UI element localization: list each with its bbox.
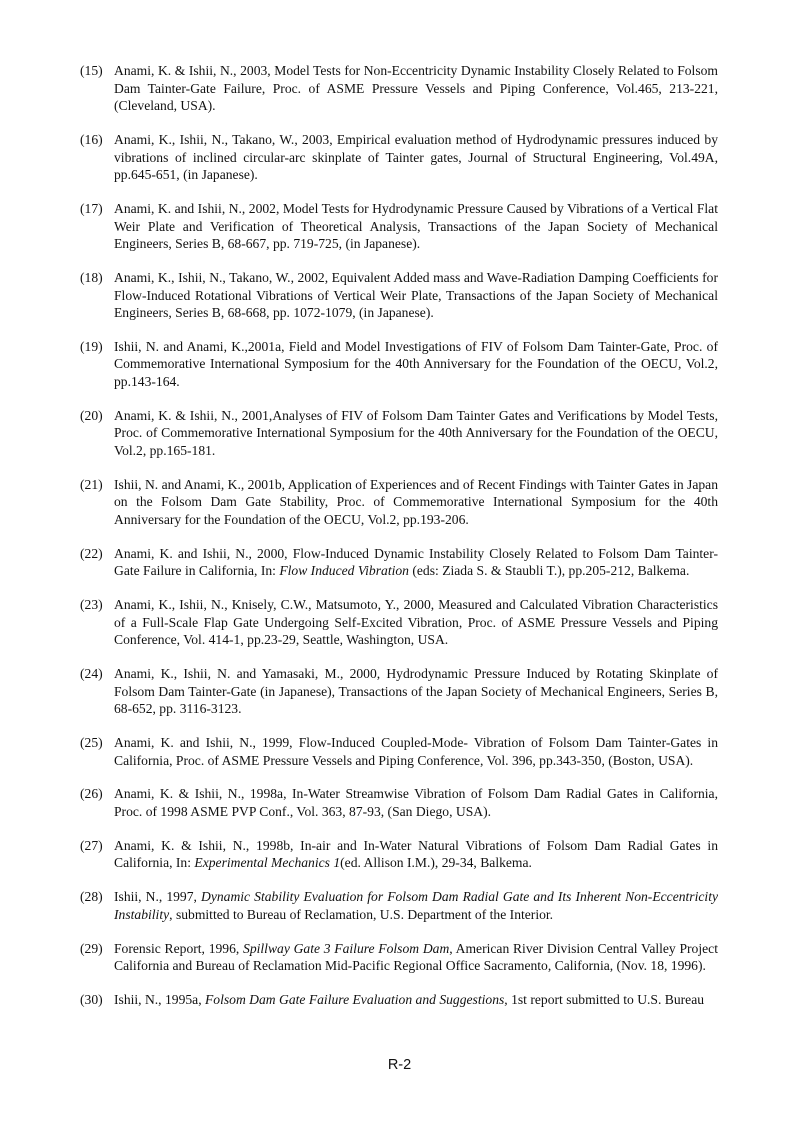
reference-item — [80, 991, 718, 1009]
reference-item — [80, 734, 718, 769]
reference-text — [114, 734, 718, 769]
reference-text-part: Ishii, N. and Anami, K.,2001a, Field and Model Investigations of FIV of Folsom Dam Tainter-Gate, Proc. of Commemorative International Symposium for the 40th Anniversary for the Foundation of the OECU, Vol.2, pp.143-164. — [114, 338, 718, 390]
reference-text-part: Anami, K. and Ishii, N., 2000, Flow-Induced Dynamic Instability Closely Related to Folsom Dam Tainter-Gate Failure in California, In: — [114, 545, 718, 579]
reference-list — [80, 62, 718, 1025]
reference-text — [114, 596, 718, 649]
reference-text-part: , submitted to Bureau of Reclamation, U.S. Department of the Interior. — [169, 906, 554, 922]
reference-number: (17) — [80, 200, 103, 216]
reference-number: (15) — [80, 63, 103, 78]
reference-text-part: Ishii, N., 1995a, — [114, 991, 205, 1007]
reference-text — [114, 665, 718, 718]
reference-text — [114, 476, 718, 529]
reference-item — [80, 837, 718, 872]
reference-item — [80, 269, 718, 322]
reference-text-part: Anami, K. & Ishii, N., 1998a, In-Water Streamwise Vibration of Folsom Dam Radial Gates in California, Proc. of 1998 ASME PVP Conf., Vol. 363, 87-93, (San Diego, USA). — [114, 786, 718, 820]
reference-text-part: , 1st report submitted to U.S. Bureau — [504, 991, 705, 1007]
reference-text — [114, 940, 718, 975]
reference-item — [80, 62, 718, 115]
reference-number: (27) — [80, 837, 103, 853]
reference-item — [80, 888, 718, 923]
reference-text-part: Anami, K., Ishii, N., Takano, W., 2002, Equivalent Added mass and Wave-Radiation Damping Coefficients for Flow-Induced Rotational Vibrations of Vertical Weir Plate, Transactions of the Japan Society of Mechanical Engineers, Series B, 68-668, pp. 1072-1079, (in Japanese). — [114, 269, 718, 321]
reference-text-part: Anami, K. and Ishii, N., 1999, Flow-Induced Coupled-Mode- Vibration of Folsom Dam Tainter-Gates in California, Proc. of ASME Pressure Vessels and Piping Conference, Vol. 396, pp.343-350, (Boston, USA). — [114, 735, 718, 768]
reference-number: (26) — [80, 786, 103, 802]
reference-item — [80, 785, 718, 820]
reference-text — [114, 888, 718, 923]
reference-number: (24) — [80, 666, 103, 682]
reference-text — [114, 785, 718, 820]
reference-number: (19) — [80, 338, 103, 354]
reference-item — [80, 545, 718, 580]
reference-text-part: Anami, K., Ishii, N., Takano, W., 2003, Empirical evaluation method of Hydrodynamic pressures induced by vibrations of inclined circular-arc skinplate of Tainter gates, Journal of Structural Engineering, Vol.49A, pp.645-651, (in Japanese). — [114, 131, 718, 183]
reference-text-part: Anami, K. & Ishii, N., 1998b, In-air and In-Water Natural Vibrations of Folsom Dam Radial Gates in California, In: — [114, 837, 718, 871]
reference-number: (20) — [80, 407, 103, 423]
reference-number: (18) — [80, 269, 103, 285]
reference-text — [114, 62, 718, 115]
reference-title-italic: Folsom Dam Gate Failure Evaluation and Suggestions — [205, 991, 505, 1007]
reference-text-part: , American River Division Central Valley Project California and Bureau of Reclamation Mid-Pacific Regional Office Sacramento, California, (Nov. 18, 1996). — [114, 940, 718, 974]
reference-number: (25) — [80, 735, 103, 751]
reference-number: (22) — [80, 545, 103, 561]
reference-text — [114, 545, 718, 580]
reference-text — [114, 407, 718, 460]
reference-text-part: Anami, K., Ishii, N., Knisely, C.W., Matsumoto, Y., 2000, Measured and Calculated Vibration Characteristics of a Full-Scale Flap Gate Undergoing Self-Excited Vibration, Proc. of ASME Pressure Vessels and Piping Conference, Vol. 414-1, pp.23-29, Seattle, Washington, USA. — [114, 597, 718, 648]
reference-text-part: (eds: Ziada S. & Staubli T.), pp.205-212, Balkema. — [408, 563, 690, 579]
reference-text-part: Anami, K. and Ishii, N., 2002, Model Tests for Hydrodynamic Pressure Caused by Vibrations of a Vertical Flat Weir Plate and Verification of Theoretical Analysis, Transactions of the Japan Society of Mechanical Engineers, Series B, 68-667, pp. 719-725, (in Japanese). — [114, 200, 718, 252]
reference-item — [80, 665, 718, 718]
reference-number: (16) — [80, 131, 103, 147]
reference-item — [80, 940, 718, 975]
reference-title-italic: Dynamic Stability Evaluation for Folsom Dam Radial Gate and Its Inherent Non-Eccentricity Instability — [114, 889, 718, 922]
reference-text — [114, 200, 718, 253]
reference-number: (29) — [80, 940, 103, 956]
reference-item — [80, 131, 718, 184]
reference-text — [114, 837, 718, 872]
reference-text-part: Forensic Report, 1996, — [114, 940, 244, 956]
reference-item — [80, 338, 718, 391]
reference-text-part: Anami, K., Ishii, N. and Yamasaki, M., 2000, Hydrodynamic Pressure Induced by Rotating Skinplate of Folsom Dam Tainter-Gate (in Japanese), Transactions of the Japan Society of Mechanical Engineers, Series B, 68-652, pp. 3116-3123. — [114, 666, 718, 717]
reference-title-italic: Spillway Gate 3 Failure Folsom Dam — [243, 940, 450, 956]
reference-number: (21) — [80, 476, 103, 492]
reference-item — [80, 596, 718, 649]
reference-text — [114, 991, 718, 1009]
reference-text-part: Anami, K. & Ishii, N., 2003, Model Tests for Non-Eccentricity Dynamic Instability Closely Related to Folsom Dam Tainter-Gate Failure, Proc. of ASME Pressure Vessels and Piping Conference, Vol.465, 213-221, (Cleveland, USA). — [114, 63, 718, 114]
reference-item — [80, 476, 718, 529]
reference-number: (30) — [80, 991, 103, 1007]
reference-number: (28) — [80, 889, 103, 905]
reference-title-italic: Experimental Mechanics 1 — [194, 855, 341, 871]
reference-text-part: Ishii, N., 1997, — [114, 889, 201, 905]
reference-text — [114, 338, 718, 391]
reference-text — [114, 131, 718, 184]
reference-text-part: (ed. Allison I.M.), 29-34, Balkema. — [340, 855, 532, 871]
reference-item — [80, 200, 718, 253]
page-number: R-2 — [387, 1057, 412, 1073]
reference-item — [80, 407, 718, 460]
reference-text — [114, 269, 718, 322]
reference-number: (23) — [80, 597, 103, 613]
reference-text-part: Ishii, N. and Anami, K., 2001b, Application of Experiences and of Recent Findings with Tainter Gates in Japan on the Folsom Dam Gate Stability, Proc. of Commemorative International Symposium for the 40th Anniversary for the Foundation of the OECU, Vol.2, pp.193-206. — [114, 476, 718, 527]
reference-title-italic: Flow Induced Vibration — [279, 563, 409, 579]
reference-text-part: Anami, K. & Ishii, N., 2001,Analyses of FIV of Folsom Dam Tainter Gates and Verifications by Model Tests, Proc. of Commemorative International Symposium for the 40th Anniversary for the Foundation of the OECU, Vol.2, pp.165-181. — [114, 407, 718, 459]
